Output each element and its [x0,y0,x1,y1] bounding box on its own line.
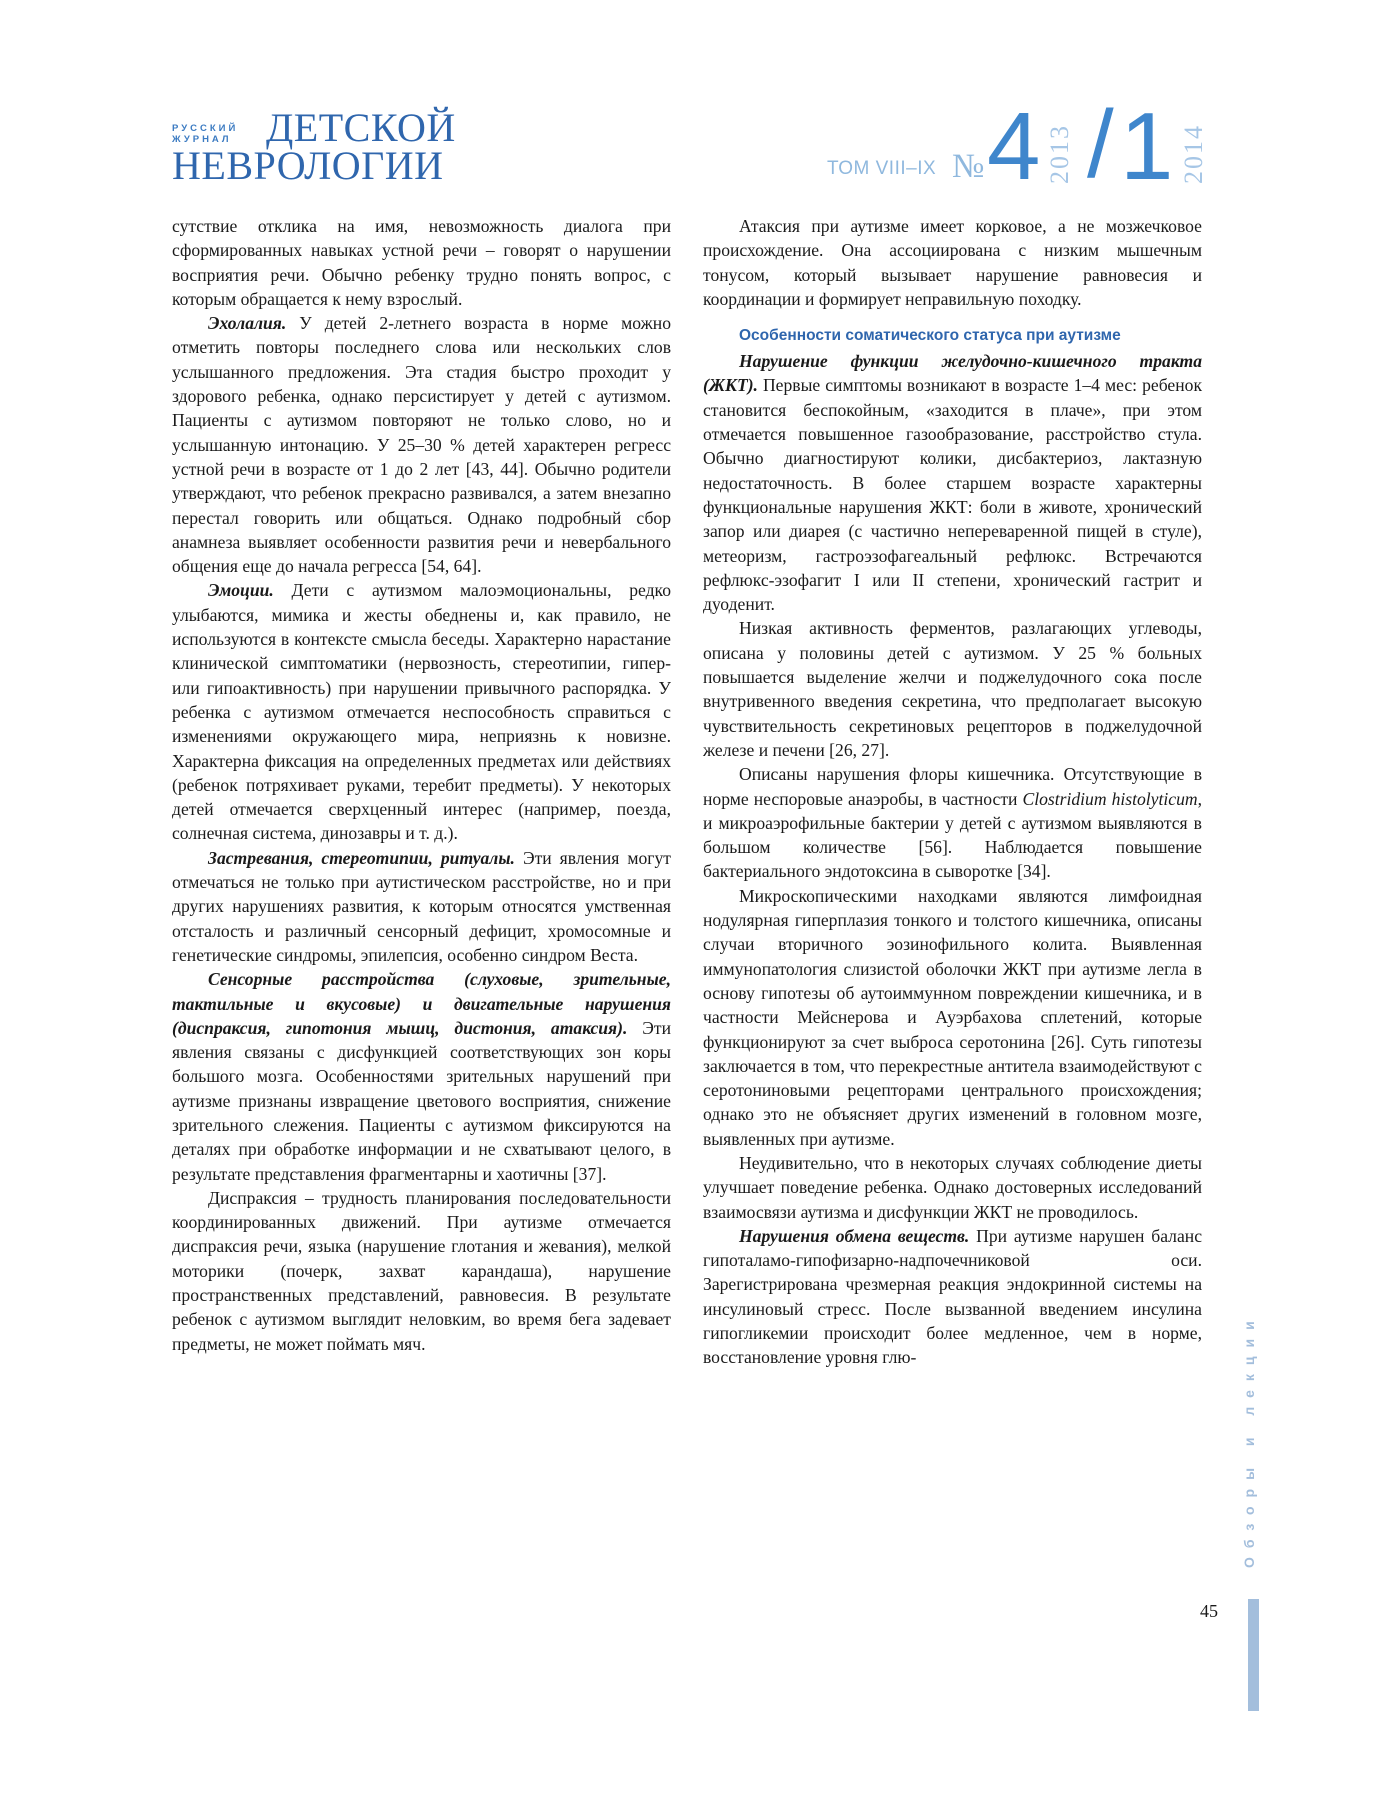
number-sign: № [952,148,985,185]
paragraph: сутствие отклика на имя, невозможность диалога при сформированных навыках устной речи – говорят о нарушении восприятия речи. Обычно ребенку трудно понять вопрос, с которым обращается к нему взрослый. [172,216,671,309]
paragraph: Атаксия при аутизме имеет корковое, а не мозжечковое происхождение. Она ассоциирована с низким мышечным тонусом, который вызывает нарушение равновесия и координации и формирует неправильную походку. [703,216,1202,309]
paragraph-text: Первые симптомы возникают в возрасте 1–4 мес: ребенок становится беспокойным, «заходится в плаче», при этом отмечается повышенное газообразование, расстройство стула. Обычно диагностируют колики, дисбактериоз, лактазную недостаточность. В более старшем возрасте характерны функциональные нарушения ЖКТ: боли в животе, хронический запор или диарея (с частично непереваренной пищей в стуле), метеоризм, гастроэзофагеальный рефлюкс. Встречаются рефлюкс-эзофагит I или II степени, хронический гастрит и дуоденит. [703,375,1202,615]
section-side-bar [1248,1599,1259,1711]
paragraph-text: При аутизме нарушен баланс гипоталамо-гипофизарно-надпочечниковой оси. Зарегистрирована чрезмерная реакция эндокринной системы на инсулиновый стресс. После вызванной введением инсулина гипогликемии происходит более медленное, чем в норме, восстановление уровня глю- [703,1225,1202,1368]
paragraph [172,311,671,578]
left-column [172,214,671,1356]
journal-logo-line2: НЕВРОЛОГИИ [172,143,444,188]
issue-slash: / [1087,91,1114,198]
paragraph: Низкая активность ферментов, разлагающих углеводы, описана у половины детей с аутизмом. У 25 % больных повышается выделение желчи и поджелудочного сока после внутривенного введения секретина, что предполагает высокую чувствительность секретиновых рецепторов в поджелудочной железе и печени [26, 27]. [703,618,1202,760]
section-heading: Особенности соматического статуса при аутизме [739,327,1121,345]
paragraph-text: Эти явления могут отмечаться не только при аутистическом расстройстве, но и при других нарушениях развития, к которым относятся умственная отсталость и различный сенсорный дефицит, хромосомные и генетические синдромы, эпилепсия, особенно синдром Веста. [172,847,671,965]
issue-number-2: 1 [1120,93,1174,200]
run-in-heading: Нарушение функции желудочно-кишечного тракта (ЖКТ). [703,351,1202,396]
paragraph: Неудивительно, что в некоторых случаях соблюдение диеты улучшает поведение ребенка. Однако достоверных исследований взаимосвязи аутизма и дисфункции ЖКТ не проводилось. [703,1152,1202,1222]
run-in-heading: Эхолалия. [208,313,287,334]
paragraph [172,578,671,845]
run-in-heading: Сенсорные расстройства (слуховые, зрительные, тактильные и вкусовые) и двигательные нарушения (диспраксия, гипотония мышц, дистония, атаксия). [172,969,671,1038]
paragraph [703,1224,1202,1370]
paragraph-text: Описаны нарушения флоры кишечника. Отсутствующие в норме неспоровые анаэробы, в частности [703,764,1202,809]
paragraph [172,846,671,967]
run-in-heading: Застревания, стереотипии, ритуалы. [208,847,515,868]
issue-year-2: 2014 [1179,124,1208,184]
paragraph-text: Дети с аутизмом малоэмоциональны, редко улыбаются, мимика и жесты обеднены и, как правило, не используются в контексте смысла беседы. Характерно нарастание клинической симптоматики (нервозность, стереотипии, гипер- или гипоактивность) при нарушении привычного распорядка. У ребенка с аутизмом отмечается неспособность справиться с изменениями окружающего мира, неприязнь к новизне. Характерна фиксация на определенных предметах или действиях (ребенок потряхивает руками, теребит предметы). У некоторых детей отмечается сверхценный интерес (например, поезда, солнечная система, динозавры и т. д.). [172,580,671,844]
page-number: 45 [1200,1601,1218,1621]
issue-info [815,91,1215,200]
paragraph-text: Эти явления связаны с дисфункцией соответствующих зон коры большого мозга. Особенностями зрительных нарушений при аутизме признаны извращение цветового восприятия, снижение зрительного слежения. Пациенты с аутизмом фиксируются на деталях при обработке информации и не схватывают целого, в результате представления фрагментарны и хаотичны [37]. [172,1017,671,1184]
paragraph [703,762,1202,883]
paragraph [703,349,1202,616]
volume-label: ТОМ VIII–IX [827,158,937,179]
journal-logo-title [172,105,456,188]
paragraph: Микроскопическими находками являются лимфоидная нодулярная гиперплазия тонкого и толстого кишечника, описаны случаи вторичного эозинофильного колита. Выявленная иммунопатология слизистой оболочки ЖКТ при аутизме легла в основу гипотезы об аутоиммунном повреждении кишечника, и в частности Мейснерова и Ауэрбахова сплетений, которые функционируют за счет выброса серотонина [26]. Суть гипотезы заключается в том, что перекрестные антитела взаимодействуют с серотониновыми рецепторами центрального происхождения; однако это не объясняет других изменений в головном мозге, выявленных при аутизме. [703,885,1202,1149]
paragraph-text: , и микроаэрофильные бактерии у детей с аутизмом выявляются в большом количестве [56]. Наблюдается повышение бактериального эндотоксина в сыворотке [34]. [703,788,1202,882]
paragraph [172,967,671,1186]
run-in-heading: Нарушения обмена веществ. [739,1225,970,1246]
section-side-label: Обзоры и лекции [1241,1312,1257,1568]
paragraph-text: У детей 2-летнего возраста в норме можно отметить повторы последнего слова или нескольких слов услышанного предложения. Эта стадия быстро проходит у здорового ребенка, однако персистирует у детей с аутизмом. Пациенты с аутизмом повторяют не только слово, но и услышанную интонацию. У 25–30 % детей характерен регресс устной речи в возрасте от 1 до 2 лет [43, 44]. Обычно родители утверждают, что ребенок прекрасно развивался, а затем внезапно перестал говорить или общаться. Однако подробный сбор анамнеза выявляет особенности развития речи и невербального общения еще до начала регресса [54, 64]. [172,313,671,577]
right-column [703,214,1202,1370]
run-in-heading: Эмоции. [208,580,274,601]
issue-number-1: 4 [987,93,1041,200]
issue-year-1: 2013 [1045,124,1074,184]
paragraph: Диспраксия – трудность планирования последовательности координированных движений. При аутизме отмечается диспраксия речи, языка (нарушение глотания и жевания), мелкой моторики (почерк, захват карандаша), нарушение пространственных представлений, равновесия. В результате ребенок с аутизмом выглядит неловким, во время бега задевает предметы, не может поймать мяч. [172,1187,671,1354]
latin-species-name: Clostridium histolyticum [1022,788,1198,809]
journal-logo-line1: ДЕТСКОЙ [266,105,456,150]
journal-logo-small: РУССКИЙ ЖУРНАЛ [172,123,239,145]
